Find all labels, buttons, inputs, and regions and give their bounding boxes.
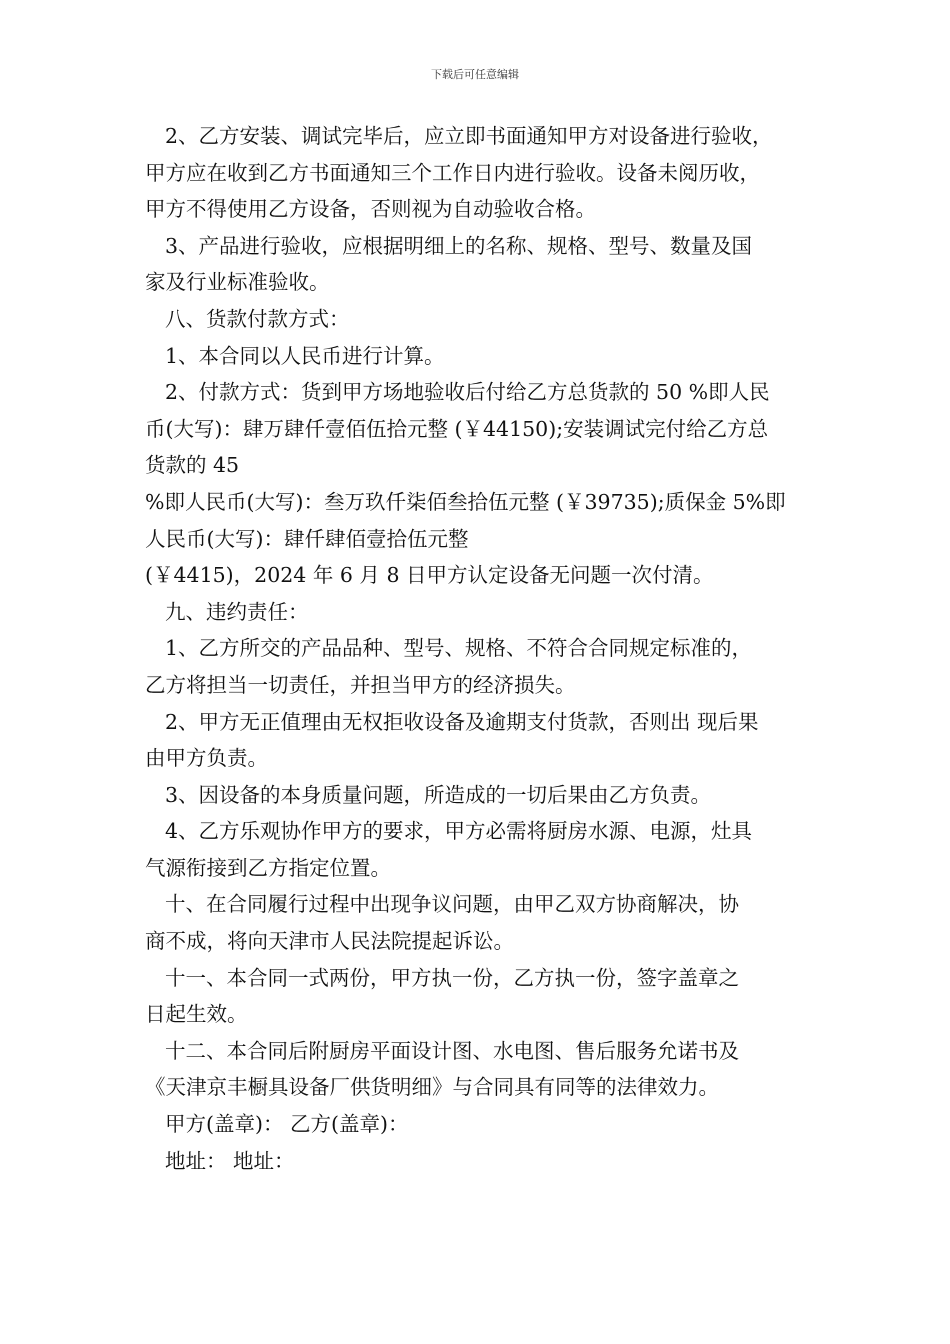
text-line: 人民币(大写)：肆仟肆佰壹拾伍元整 <box>145 526 469 551</box>
text-line: 3、因设备的本身质量问题，所造成的一切后果由乙方负责。 <box>165 782 712 807</box>
text-line: 2、甲方无正值理由无权拒收设备及逾期支付货款，否则出 现后果 <box>165 709 759 734</box>
text-line: 日起生效。 <box>145 1002 248 1027</box>
text-line: 甲方(盖章)： 乙方(盖章)： <box>165 1112 409 1137</box>
contract-body <box>145 118 815 1179</box>
text-line: 甲方应在收到乙方书面通知三个工作日内进行验收。设备未阅历收， <box>145 160 760 185</box>
text-line: 甲方不得使用乙方设备，否则视为自动验收合格。 <box>145 197 596 222</box>
text-line: (￥4415)，2024 年 6 月 8 日甲方认定设备无问题一次付清。 <box>145 563 714 588</box>
text-line: 2、付款方式：货到甲方场地验收后付给乙方总货款的 50 %即人民 <box>165 380 770 405</box>
text-line: 由甲方负责。 <box>145 746 268 771</box>
text-line: 气源衔接到乙方指定位置。 <box>145 855 391 880</box>
text-line: 2、乙方安装、调试完毕后，应立即书面通知甲方对设备进行验收， <box>165 124 773 148</box>
text-line: 家及行业标准验收。 <box>145 270 330 295</box>
text-line: 八、货款付款方式： <box>165 306 350 331</box>
text-line: 九、违约责任： <box>165 599 309 624</box>
text-line: 十二、本合同后附厨房平面设计图、水电图、售后服务允诺书及 <box>165 1038 739 1063</box>
text-line: 商不成，将向天津市人民法院提起诉讼。 <box>145 929 514 954</box>
text-line: 1、乙方所交的产品品种、型号、规格、不符合合同规定标准的， <box>165 636 753 661</box>
text-line: 1、本合同以人民币进行计算。 <box>165 343 445 368</box>
text-line: 十一、本合同一式两份，甲方执一份，乙方执一份，签字盖章之 <box>165 965 739 990</box>
text-line: 乙方将担当一切责任，并担当甲方的经济损失。 <box>145 672 576 697</box>
text-line: %即人民币(大写)：叁万玖仟柒佰叁拾伍元整 (￥39735);质保金 5%即 <box>145 489 786 514</box>
page-header: 下载后可任意编辑 <box>431 68 519 81</box>
text-line: 地址： 地址： <box>165 1148 295 1173</box>
text-line: 货款的 45 <box>145 453 240 478</box>
text-line: 十、在合同履行过程中出现争议问题，由甲乙双方协商解决，协 <box>165 892 739 917</box>
text-line: 4、乙方乐观协作甲方的要求，甲方必需将厨房水源、电源，灶具 <box>165 819 753 844</box>
text-line: 《天津京丰橱具设备厂供货明细》与合同具有同等的法律效力。 <box>145 1075 719 1100</box>
text-line: 3、产品进行验收，应根据明细上的名称、规格、型号、数量及国 <box>165 233 753 258</box>
text-line: 币(大写)：肆万肆仟壹佰伍拾元整 (￥44150);安装调试完付给乙方总 <box>145 416 769 441</box>
